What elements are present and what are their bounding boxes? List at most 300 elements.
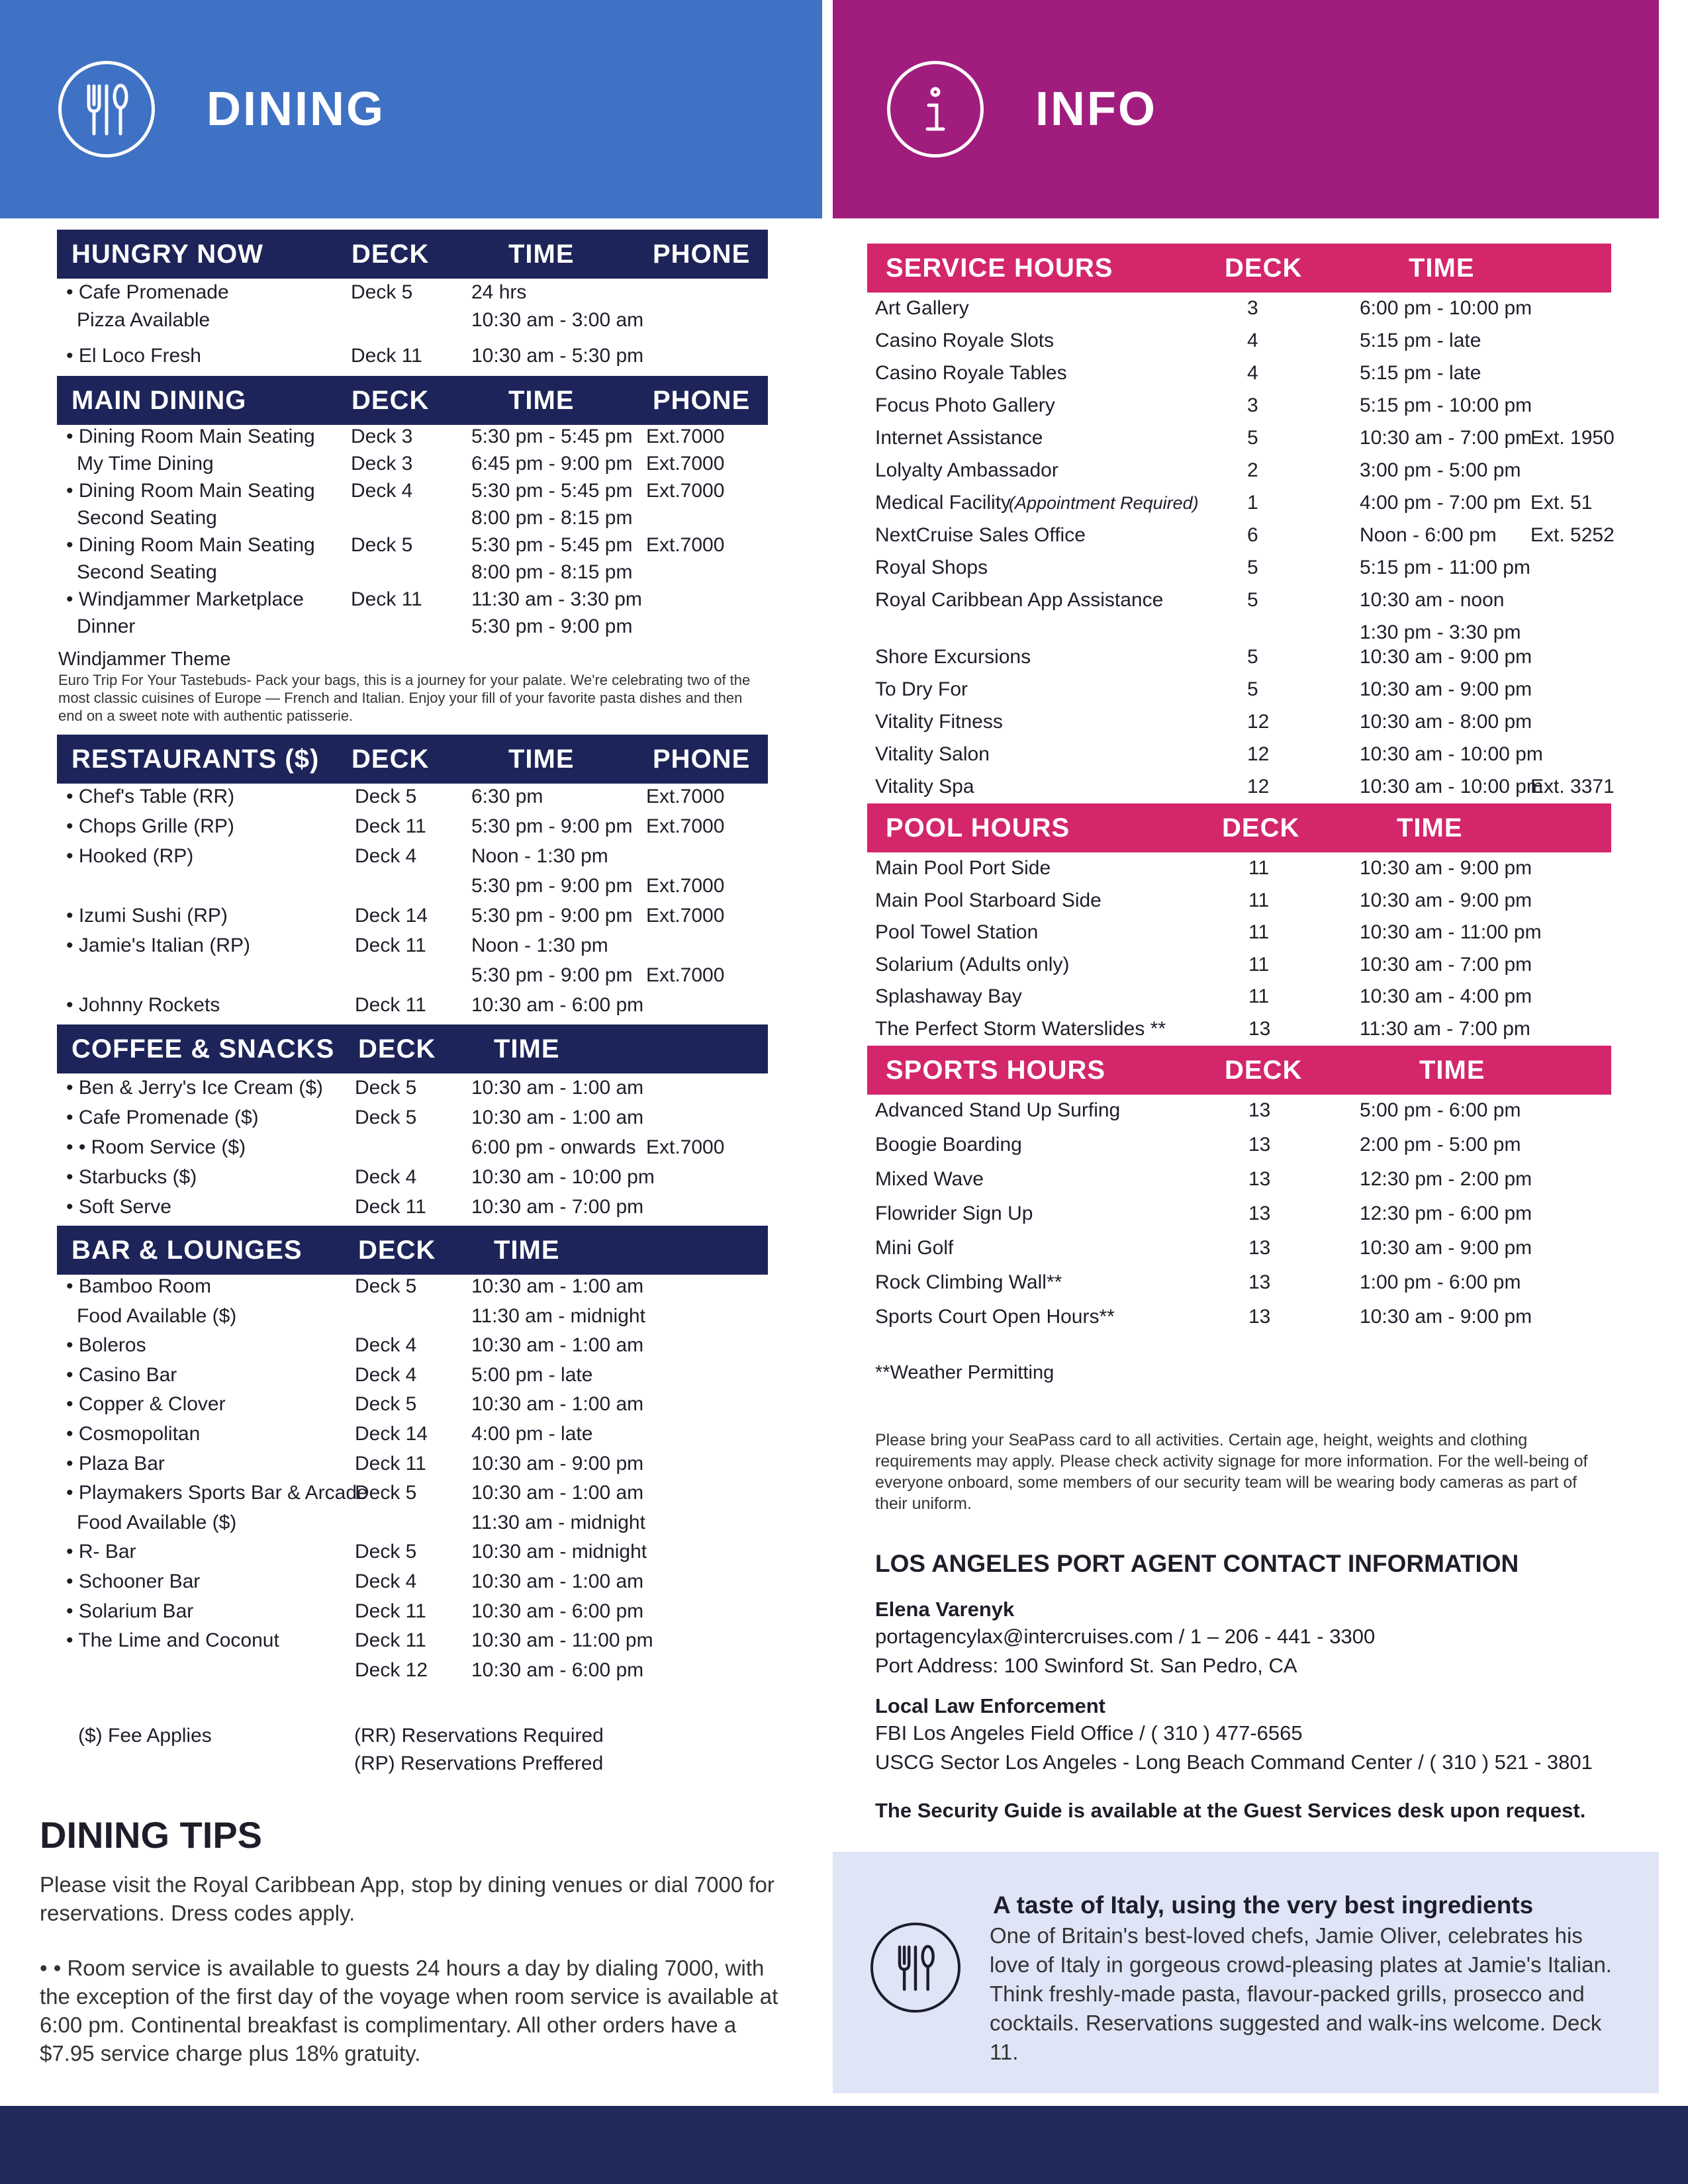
main-dining-col-name: MAIN DINING xyxy=(71,385,247,415)
service-name: Vitality Fitness xyxy=(875,711,1003,733)
hungry-now-col-name: HUNGRY NOW xyxy=(71,239,263,269)
service-hours-col-name: SERVICE HOURS xyxy=(886,253,1113,283)
table-row xyxy=(66,1363,768,1390)
deck: Deck 5 xyxy=(351,281,413,303)
table-row xyxy=(66,533,768,560)
time: 6:45 pm - 9:00 pm xyxy=(471,453,633,475)
table-row xyxy=(66,1195,768,1222)
venue-name: • Schooner Bar xyxy=(66,1570,200,1594)
table-row xyxy=(66,1511,768,1537)
venue-name: • El Loco Fresh xyxy=(66,344,201,368)
deck: 13 xyxy=(1248,1203,1271,1224)
time: 10:30 am - 10:00 pm xyxy=(471,1166,655,1188)
deck: 13 xyxy=(1248,1271,1271,1293)
appointment-required-note: (Appointment Required) xyxy=(1009,493,1199,513)
restaurants-col-deck: DECK xyxy=(352,744,430,774)
time: 6:00 pm - onwards xyxy=(471,1136,636,1158)
time: 10:30 am - 11:00 pm xyxy=(1360,921,1542,944)
hungry-now-col-deck: DECK xyxy=(352,239,430,269)
venue-name: Second Seating xyxy=(77,561,217,583)
table-row xyxy=(875,394,1610,420)
time: 1:00 pm - 6:00 pm xyxy=(1360,1271,1521,1293)
table-row xyxy=(66,452,768,478)
service-hours-header xyxy=(867,244,1611,293)
service-name: Royal Caribbean App Assistance xyxy=(875,589,1164,611)
deck: Deck 11 xyxy=(355,815,426,837)
deck: 3 xyxy=(1247,297,1258,319)
service-name: Internet Assistance xyxy=(875,427,1043,449)
table-row xyxy=(66,844,768,871)
deck: 11 xyxy=(1248,889,1270,911)
table-row xyxy=(875,710,1610,737)
time: 10:30 am - 7:00 pm xyxy=(471,1196,644,1218)
table-row xyxy=(875,645,1610,672)
fork-knife-icon xyxy=(870,1923,961,2013)
time: 5:30 pm - 5:45 pm xyxy=(471,426,633,447)
table-row xyxy=(66,815,768,841)
table-row xyxy=(875,1017,1610,1044)
phone: Ext.7000 xyxy=(646,905,725,927)
time: 5:30 pm - 9:00 pm xyxy=(471,875,633,897)
deck: Deck 5 xyxy=(351,534,413,556)
venue-name: • The Lime and Coconut xyxy=(66,1629,279,1653)
time: 10:30 am - 1:00 am xyxy=(471,1570,644,1592)
hungry-now-col-time: TIME xyxy=(508,239,575,269)
table-row xyxy=(875,426,1615,453)
time: 5:15 pm - 11:00 pm xyxy=(1360,557,1530,578)
weather-note: **Weather Permitting xyxy=(875,1362,1055,1383)
time: 6:00 pm - 10:00 pm xyxy=(1360,297,1532,319)
time: 5:00 pm - late xyxy=(471,1363,593,1386)
time: 5:15 pm - late xyxy=(1360,330,1481,351)
service-name: Medical Facility xyxy=(875,492,1011,514)
seapass-note: Please bring your SeaPass card to all activities. Certain age, height, weights and clothing requirements may apply. Please check activity signage for more information. For the well-being of everyone onboard, some members of our security team will be wearing body cameras as part of their uniform. xyxy=(875,1431,1588,1513)
deck: Deck 4 xyxy=(351,480,413,502)
local-law-title: Local Law Enforcement xyxy=(875,1694,1105,1717)
time: 10:30 am - 10:00 pm xyxy=(1360,776,1543,797)
table-row xyxy=(875,491,1610,518)
deck: Deck 11 xyxy=(355,1600,426,1622)
table-row xyxy=(875,921,1610,947)
sports-hours-header xyxy=(867,1046,1611,1095)
service-name: Main Pool Port Side xyxy=(875,857,1051,879)
table-row xyxy=(875,1133,1610,1160)
deck: 13 xyxy=(1248,1134,1271,1156)
hungry-now-col-phone: PHONE xyxy=(653,239,751,269)
pool-hours-col-deck: DECK xyxy=(1222,813,1300,842)
service-name: To Dry For xyxy=(875,678,968,700)
time: 5:30 pm - 5:45 pm xyxy=(471,534,633,556)
venue-name: • Ben & Jerry's Ice Cream ($) xyxy=(66,1076,323,1100)
dining-title: DINING xyxy=(207,83,385,136)
time: 5:15 pm - 10:00 pm xyxy=(1360,394,1532,416)
phone: Ext.7000 xyxy=(646,1136,725,1158)
uscg-contact: USCG Sector Los Angeles - Long Beach Command Center / ( 310 ) 521 - 3801 xyxy=(875,1751,1593,1774)
service-name: Splashaway Bay xyxy=(875,985,1022,1008)
deck: Deck 5 xyxy=(355,1393,417,1416)
coffee-col-name: COFFEE & SNACKS xyxy=(71,1034,335,1064)
table-row xyxy=(66,964,768,990)
table-row xyxy=(66,1452,768,1479)
table-row xyxy=(66,993,768,1020)
pool-hours-col-time: TIME xyxy=(1397,813,1463,842)
service-hours-col-time: TIME xyxy=(1409,253,1475,283)
table-row xyxy=(875,953,1610,979)
table-row xyxy=(875,775,1615,801)
time: Noon - 1:30 pm xyxy=(471,845,608,867)
service-name: NextCruise Sales Office xyxy=(875,524,1086,546)
main-dining-col-phone: PHONE xyxy=(653,385,751,415)
windjammer-theme-title: Windjammer Theme xyxy=(58,649,231,670)
deck: 5 xyxy=(1247,678,1258,700)
time: 1:30 pm - 3:30 pm xyxy=(1360,621,1521,643)
deck: 13 xyxy=(1248,1018,1271,1040)
table-row xyxy=(66,506,768,533)
venue-name: • Boleros xyxy=(66,1334,146,1357)
venue-name: • Starbucks ($) xyxy=(66,1165,197,1189)
time: 10:30 am - 3:00 am xyxy=(471,309,644,331)
legend-rr: (RR) Reservations Required xyxy=(354,1725,604,1747)
venue-name: Pizza Available xyxy=(77,309,211,331)
legend-fee: ($) Fee Applies xyxy=(78,1725,212,1747)
table-row xyxy=(66,479,768,506)
table-row xyxy=(875,523,1615,550)
time: 10:30 am - 1:00 am xyxy=(471,1275,644,1297)
deck: Deck 11 xyxy=(355,994,426,1016)
fork-knife-icon xyxy=(58,61,155,158)
venue-name: • Cafe Promenade ($) xyxy=(66,1106,259,1130)
deck: Deck 4 xyxy=(355,845,417,867)
venue-name: Food Available ($) xyxy=(77,1511,237,1533)
venue-name: • Dining Room Main Seating xyxy=(66,533,315,557)
table-row xyxy=(875,1202,1610,1228)
venue-name: • Copper & Clover xyxy=(66,1392,226,1416)
venue-name: • Chops Grille (RP) xyxy=(66,815,234,839)
bar-col-deck: DECK xyxy=(358,1235,436,1265)
time: 11:30 am - 3:30 pm xyxy=(471,588,642,610)
port-agent-address: Port Address: 100 Swinford St. San Pedro, CA xyxy=(875,1654,1297,1677)
deck: 12 xyxy=(1247,711,1270,733)
security-guide-note: The Security Guide is available at the Guest Services desk upon request. xyxy=(875,1799,1586,1822)
venue-name: • Jamie's Italian (RP) xyxy=(66,934,250,958)
phone: Ext.7000 xyxy=(646,426,725,447)
deck: Deck 4 xyxy=(355,1334,417,1357)
deck: Deck 14 xyxy=(355,1423,428,1445)
main-dining-col-time: TIME xyxy=(508,385,575,415)
phone: Ext.7000 xyxy=(646,480,725,502)
deck: 13 xyxy=(1248,1168,1271,1190)
table-row xyxy=(875,678,1610,704)
service-hours-col-deck: DECK xyxy=(1225,253,1303,283)
phone: Ext.7000 xyxy=(646,534,725,556)
deck: Deck 11 xyxy=(355,934,426,956)
time: 10:30 am - 9:00 pm xyxy=(471,1452,644,1475)
deck: Deck 11 xyxy=(355,1196,426,1218)
table-row xyxy=(66,1334,768,1360)
table-row xyxy=(875,329,1610,355)
service-name: Flowrider Sign Up xyxy=(875,1203,1033,1224)
pool-hours-col-name: POOL HOURS xyxy=(886,813,1070,842)
table-row xyxy=(66,1570,768,1596)
deck: 2 xyxy=(1247,459,1258,481)
info-icon xyxy=(887,61,984,158)
main-dining-col-deck: DECK xyxy=(352,385,430,415)
table-row xyxy=(66,785,768,811)
deck: 4 xyxy=(1247,330,1258,351)
service-name: Focus Photo Gallery xyxy=(875,394,1055,416)
venue-name: • Izumi Sushi (RP) xyxy=(66,904,228,928)
deck: Deck 4 xyxy=(355,1570,417,1592)
time: 10:30 am - 10:00 pm xyxy=(1360,743,1543,765)
time: 10:30 am - 6:00 pm xyxy=(471,994,644,1016)
venue-name: • Dining Room Main Seating xyxy=(66,425,315,449)
table-row xyxy=(875,621,1610,647)
time: 5:30 pm - 9:00 pm xyxy=(471,615,633,637)
venue-name: • Solarium Bar xyxy=(66,1600,193,1623)
coffee-header xyxy=(57,1024,768,1073)
time: 10:30 am - noon xyxy=(1360,589,1505,611)
service-name: Casino Royale Slots xyxy=(875,330,1055,351)
time: 10:30 am - 6:00 pm xyxy=(471,1659,644,1681)
deck: 13 xyxy=(1248,1099,1271,1121)
deck: Deck 11 xyxy=(355,1629,426,1652)
table-row xyxy=(66,344,768,371)
venue-name: Food Available ($) xyxy=(77,1304,237,1327)
deck: Deck 11 xyxy=(351,588,422,610)
service-name: Royal Shops xyxy=(875,557,988,578)
table-row xyxy=(66,1659,768,1685)
sports-hours-col-name: SPORTS HOURS xyxy=(886,1055,1106,1085)
extension: Ext. 3371 xyxy=(1530,776,1615,797)
table-row xyxy=(66,874,768,901)
deck: Deck 3 xyxy=(351,426,413,447)
venue-name: • Windjammer Marketplace xyxy=(66,588,304,612)
time: Noon - 1:30 pm xyxy=(471,934,608,956)
service-name: Art Gallery xyxy=(875,297,969,319)
deck: Deck 5 xyxy=(355,1077,417,1099)
deck: 4 xyxy=(1247,362,1258,384)
time: 4:00 pm - 7:00 pm xyxy=(1360,492,1521,514)
pool-hours-header xyxy=(867,803,1611,852)
table-row xyxy=(875,1167,1610,1194)
table-row xyxy=(875,1305,1610,1332)
service-name: Casino Royale Tables xyxy=(875,362,1067,384)
table-row xyxy=(66,281,768,307)
service-name: The Perfect Storm Waterslides ** xyxy=(875,1018,1166,1040)
deck: 12 xyxy=(1247,743,1270,765)
time: 5:15 pm - late xyxy=(1360,362,1481,384)
deck: 11 xyxy=(1248,921,1270,944)
venue-name: • Cosmopolitan xyxy=(66,1422,200,1446)
service-name: Solarium (Adults only) xyxy=(875,953,1070,976)
venue-name: • R- Bar xyxy=(66,1540,136,1564)
table-row xyxy=(66,1629,768,1655)
venue-name: • Casino Bar xyxy=(66,1363,177,1387)
time: 4:00 pm - late xyxy=(471,1423,593,1445)
deck: 5 xyxy=(1247,427,1258,449)
info-banner xyxy=(833,0,1659,218)
table-row xyxy=(875,588,1610,615)
table-row xyxy=(66,1481,768,1508)
table-row xyxy=(66,1600,768,1626)
extension: Ext. 51 xyxy=(1530,492,1593,514)
info-title: INFO xyxy=(1035,83,1157,136)
deck: 5 xyxy=(1247,646,1258,668)
time: 10:30 am - 7:00 pm xyxy=(1360,953,1532,976)
service-name: Mixed Wave xyxy=(875,1168,984,1190)
time: 11:30 am - 7:00 pm xyxy=(1360,1018,1530,1040)
venue-name: • Bamboo Room xyxy=(66,1275,211,1298)
table-row xyxy=(66,904,768,931)
venue-name: My Time Dining xyxy=(77,453,214,475)
table-row xyxy=(875,985,1610,1011)
time: 11:30 am - midnight xyxy=(471,1511,645,1533)
coffee-col-time: TIME xyxy=(494,1034,560,1064)
time: 5:30 pm - 9:00 pm xyxy=(471,964,633,986)
time: 10:30 am - 5:30 pm xyxy=(471,345,644,367)
time: 10:30 am - midnight xyxy=(471,1541,647,1563)
deck: Deck 11 xyxy=(351,345,422,367)
table-row xyxy=(66,1165,768,1192)
deck: 3 xyxy=(1247,394,1258,416)
phone: Ext.7000 xyxy=(646,815,725,837)
extension: Ext. 1950 xyxy=(1530,427,1615,449)
deck: Deck 3 xyxy=(351,453,413,475)
deck: 12 xyxy=(1247,776,1270,797)
dining-tips-title: DINING TIPS xyxy=(40,1814,263,1856)
bar-header xyxy=(57,1226,768,1275)
sports-hours-col-deck: DECK xyxy=(1225,1055,1303,1085)
deck: 11 xyxy=(1248,953,1270,976)
time: 10:30 am - 9:00 pm xyxy=(1360,1237,1532,1259)
time: 8:00 pm - 8:15 pm xyxy=(471,507,633,529)
legend-rp: (RP) Reservations Preffered xyxy=(354,1752,604,1774)
phone: Ext.7000 xyxy=(646,786,725,807)
time: 10:30 am - 1:00 am xyxy=(471,1107,644,1128)
extension: Ext. 5252 xyxy=(1530,524,1615,546)
port-agent-contact: portagencylax@intercruises.com / 1 – 206 - 441 - 3300 xyxy=(875,1625,1376,1648)
deck: Deck 5 xyxy=(355,1107,417,1128)
dining-tips-paragraph-1: Please visit the Royal Caribbean App, stop by dining venues or dial 7000 for reservations. Dress codes apply. xyxy=(40,1872,774,1925)
deck: Deck 4 xyxy=(355,1363,417,1386)
table-row xyxy=(66,1275,768,1301)
venue-name: Second Seating xyxy=(77,507,217,529)
table-row xyxy=(66,1392,768,1419)
table-row xyxy=(875,459,1610,485)
deck: 11 xyxy=(1248,857,1270,879)
time: 10:30 am - 1:00 am xyxy=(471,1077,644,1099)
deck: 13 xyxy=(1248,1306,1271,1328)
deck: Deck 5 xyxy=(355,1482,417,1504)
time: 5:30 pm - 5:45 pm xyxy=(471,480,633,502)
deck: 13 xyxy=(1248,1237,1271,1259)
table-row xyxy=(875,889,1610,915)
time: 10:30 am - 11:00 pm xyxy=(471,1629,653,1652)
phone: Ext.7000 xyxy=(646,875,725,897)
coffee-col-deck: DECK xyxy=(358,1034,436,1064)
deck: Deck 12 xyxy=(355,1659,428,1681)
table-row xyxy=(66,425,768,451)
table-row xyxy=(875,1236,1610,1263)
time: 8:00 pm - 8:15 pm xyxy=(471,561,633,583)
service-name: Lolyalty Ambassador xyxy=(875,459,1058,481)
deck: Deck 11 xyxy=(355,1452,426,1475)
service-name: Boogie Boarding xyxy=(875,1134,1022,1156)
deck: Deck 5 xyxy=(355,1541,417,1563)
table-row xyxy=(66,588,768,614)
venue-name: • • Room Service ($) xyxy=(66,1136,246,1160)
time: 3:00 pm - 5:00 pm xyxy=(1360,459,1521,481)
deck: 5 xyxy=(1247,589,1258,611)
table-row xyxy=(66,1106,768,1132)
bar-col-time: TIME xyxy=(494,1235,560,1265)
table-row xyxy=(66,561,768,587)
table-row xyxy=(66,1076,768,1103)
restaurants-col-name: RESTAURANTS ($) xyxy=(71,744,320,774)
time: 10:30 am - 4:00 pm xyxy=(1360,985,1532,1008)
deck: Deck 5 xyxy=(355,1275,417,1297)
italy-heading: A taste of Italy, using the very best ingredients xyxy=(993,1891,1534,1919)
time: 24 hrs xyxy=(471,281,527,303)
table-row xyxy=(66,1136,768,1162)
phone: Ext.7000 xyxy=(646,453,725,475)
sports-hours-col-time: TIME xyxy=(1419,1055,1485,1085)
table-row xyxy=(875,743,1610,769)
deck: Deck 4 xyxy=(355,1166,417,1188)
time: 2:00 pm - 5:00 pm xyxy=(1360,1134,1521,1156)
time: 5:30 pm - 9:00 pm xyxy=(471,905,633,927)
venue-name: • Dining Room Main Seating xyxy=(66,479,315,503)
service-name: Shore Excursions xyxy=(875,646,1031,668)
port-agent-title: LOS ANGELES PORT AGENT CONTACT INFORMATION xyxy=(875,1550,1519,1577)
restaurants-col-time: TIME xyxy=(508,744,575,774)
time: 6:30 pm xyxy=(471,786,543,807)
service-name: Mini Golf xyxy=(875,1237,954,1259)
deck: 1 xyxy=(1247,492,1258,514)
venue-name: • Plaza Bar xyxy=(66,1452,165,1476)
table-row xyxy=(66,934,768,960)
time: 10:30 am - 1:00 am xyxy=(471,1334,644,1357)
venue-name: • Hooked (RP) xyxy=(66,844,193,868)
venue-name: • Johnny Rockets xyxy=(66,993,220,1017)
table-row xyxy=(66,1422,768,1449)
fbi-contact: FBI Los Angeles Field Office / ( 310 ) 477-6565 xyxy=(875,1721,1303,1745)
time: 12:30 pm - 6:00 pm xyxy=(1360,1203,1532,1224)
table-row xyxy=(875,1099,1610,1125)
time: 10:30 am - 9:00 pm xyxy=(1360,646,1532,668)
table-row xyxy=(875,1271,1610,1297)
main-dining-header xyxy=(57,376,768,425)
time: 10:30 am - 1:00 am xyxy=(471,1393,644,1416)
time: 5:30 pm - 9:00 pm xyxy=(471,815,633,837)
deck: Deck 5 xyxy=(355,786,417,807)
phone: Ext.7000 xyxy=(646,964,725,986)
table-row xyxy=(875,856,1610,883)
time: 11:30 am - midnight xyxy=(471,1304,645,1327)
time: 10:30 am - 8:00 pm xyxy=(1360,711,1532,733)
venue-name: Dinner xyxy=(77,615,136,637)
bar-col-name: BAR & LOUNGES xyxy=(71,1235,303,1265)
venue-name: • Chef's Table (RR) xyxy=(66,785,234,809)
time: 10:30 am - 9:00 pm xyxy=(1360,889,1532,911)
time: 5:00 pm - 6:00 pm xyxy=(1360,1099,1521,1121)
time: 10:30 am - 9:00 pm xyxy=(1360,678,1532,700)
time: 10:30 am - 9:00 pm xyxy=(1360,857,1532,879)
deck: 5 xyxy=(1247,557,1258,578)
table-row xyxy=(66,615,768,641)
deck: 6 xyxy=(1247,524,1258,546)
time: 12:30 pm - 2:00 pm xyxy=(1360,1168,1532,1190)
